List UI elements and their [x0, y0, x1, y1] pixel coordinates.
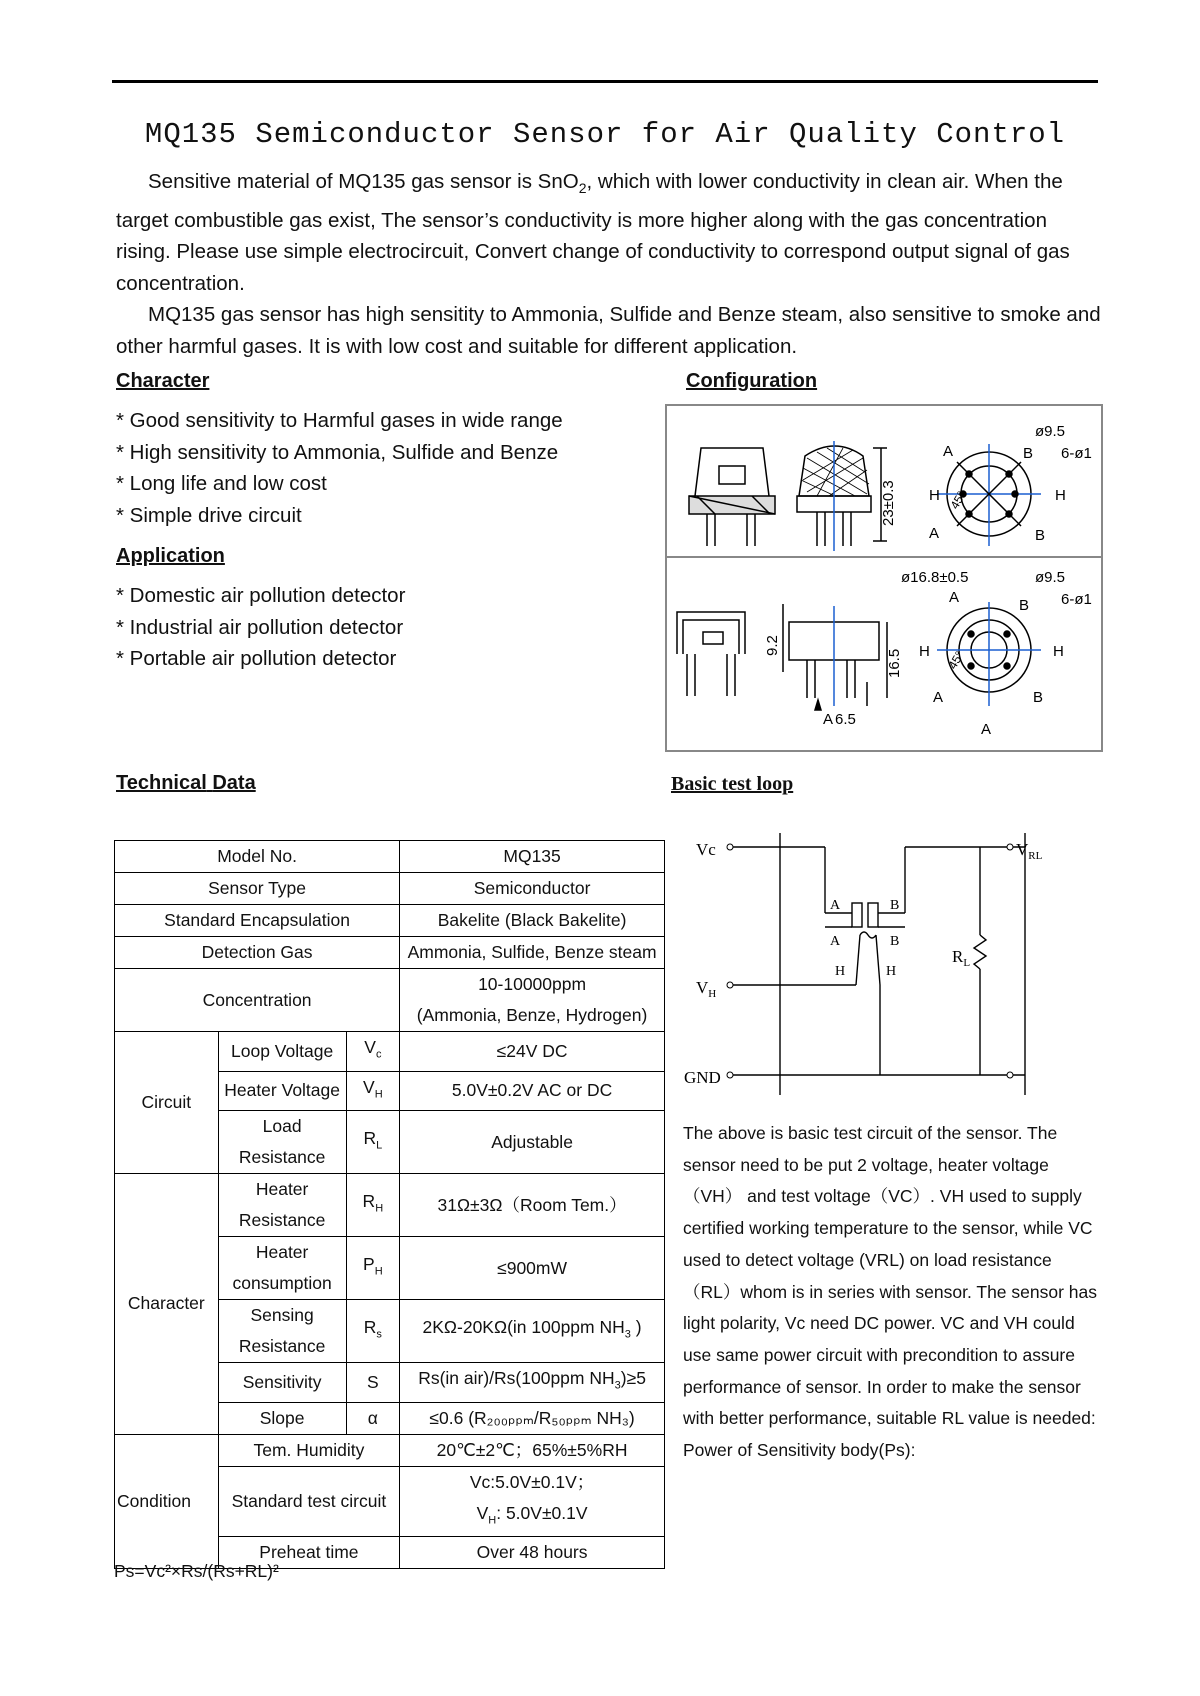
- top-rule: [112, 80, 1098, 83]
- table-row: [115, 873, 665, 905]
- test-loop-circuit: [680, 825, 1080, 1095]
- table-cell: Load Resistance: [218, 1111, 346, 1174]
- character-heading: Character: [116, 370, 210, 392]
- table-cell: Bakelite (Black Bakelite): [400, 905, 665, 937]
- vc-label: Vc: [696, 840, 716, 859]
- table-cell: 10-10000ppm (Ammonia, Benze, Hydrogen): [400, 969, 665, 1032]
- configuration-figure: [665, 404, 1103, 752]
- dim-h1-bottom: 9.2: [764, 635, 781, 656]
- table-cell: Vc:5.0V±0.1V； $V_H$: 5.0V±0.1V: [400, 1466, 665, 1537]
- table-cell: 31Ω±3Ω（Room Tem.）: [400, 1174, 665, 1237]
- list-item: * Good sensitivity to Harmful gases in wide range: [116, 409, 563, 432]
- application-heading: Application: [116, 545, 225, 567]
- intro-paragraph-2: MQ135 gas sensor has high sensitity to Ammonia, Sulfide and Benze steam, also sensitive to smoke and other harmful gases. It is with low cost and suitable for different application.: [116, 303, 1101, 358]
- table-cell: $V_c$: [346, 1032, 400, 1072]
- sensor-cutaway-top: [689, 448, 775, 546]
- pin-label-b: B: [1035, 527, 1046, 544]
- table-cell: $V_H$: [346, 1071, 400, 1111]
- table-cell: ≤0.6 (R₂₀₀ₚₚₘ/R₅₀ₚₚₘ NH₃): [400, 1402, 665, 1434]
- sensor-cutaway-bottom: [677, 612, 745, 696]
- table-row: [115, 969, 665, 1032]
- table-cell: Adjustable: [400, 1111, 665, 1174]
- basic-test-loop-heading: Basic test loop: [671, 773, 794, 795]
- table-row: [115, 937, 665, 969]
- table-cell: 5.0V±0.2V AC or DC: [400, 1071, 665, 1111]
- pin-label-h: H: [1055, 487, 1066, 504]
- list-item: * Portable air pollution detector: [116, 647, 397, 670]
- pin-label-a: A: [830, 898, 841, 913]
- pin-label-a: A: [830, 934, 841, 949]
- intro-text: [116, 166, 1102, 362]
- table-cell: S: [346, 1363, 400, 1403]
- pin-label-h: H: [835, 964, 846, 979]
- character-list: [116, 405, 563, 531]
- pin-label-a: A: [949, 589, 960, 606]
- table-cell: Preheat time: [218, 1537, 399, 1569]
- table-cell: $R_s$: [346, 1300, 400, 1363]
- pin-label-b: B: [890, 898, 900, 913]
- table-cell: $P_H$: [346, 1237, 400, 1300]
- list-item: * Domestic air pollution detector: [116, 584, 406, 607]
- table-cell: 20℃±2℃；65%±5%RH: [400, 1434, 665, 1466]
- vh-label: $V_H$: [696, 978, 717, 1000]
- rl-label: $R_L$: [952, 947, 971, 969]
- sensor-side-bottom: [783, 604, 887, 710]
- table-cell: Loop Voltage: [218, 1032, 346, 1072]
- table-cell: $R_H$: [346, 1174, 400, 1237]
- table-cell: MQ135: [400, 841, 665, 873]
- table-cell: Slope: [218, 1402, 346, 1434]
- table-cell: ≤24V DC: [400, 1032, 665, 1072]
- table-cell: Semiconductor: [400, 873, 665, 905]
- dim-diameter-top: ø9.5: [1035, 423, 1066, 440]
- dim-pins-top: 6-ø1: [1061, 445, 1092, 462]
- pin-label-a: A: [981, 721, 992, 738]
- table-cell: 2KΩ-20KΩ(in 100ppm $NH_3$ ): [400, 1300, 665, 1363]
- technical-data-table: [114, 840, 665, 1569]
- power-label: Power of Sensitivity body(Ps):: [683, 1440, 916, 1461]
- intro-paragraph-1: Sensitive material of MQ135 gas sensor is SnO$_2$, which with lower conductivity in clean air. When the target combustible gas exist, The sensor’s conductivity is more higher along with the gas concentration rising. Please use simple electrocircuit, Convert change of conductivity to correspond output signal of gas concentration.: [116, 170, 1070, 295]
- pin-label-b: B: [890, 934, 900, 949]
- document-title: MQ135 Semiconductor Sensor for Air Quality Control: [144, 118, 1066, 151]
- gnd-label: GND: [684, 1068, 721, 1087]
- test-loop-description: [683, 1118, 1103, 1467]
- table-row: [115, 1032, 665, 1072]
- list-item: * Industrial air pollution detector: [116, 615, 404, 639]
- pin-label-h: H: [919, 643, 930, 660]
- dim-diameter-bottom: ø9.5: [1035, 569, 1066, 586]
- application-list: [116, 580, 405, 675]
- table-cell: Ammonia, Sulfide, Benze steam: [400, 937, 665, 969]
- sensor-side-top: [797, 441, 887, 551]
- table-cell: Sensitivity: [218, 1363, 346, 1403]
- table-cell: Heater Resistance: [218, 1174, 346, 1237]
- power-formula: Ps=Vc²×Rs/(Rs+RL)²: [114, 1561, 279, 1581]
- table-row: [115, 1434, 665, 1466]
- table-cell: Rs(in air)/Rs(100ppm $NH_3)\ge 5$: [400, 1363, 665, 1403]
- pin-label-b: B: [1023, 445, 1034, 462]
- table-cell: Heater consumption: [218, 1237, 346, 1300]
- table-cell: Condition: [115, 1434, 219, 1569]
- pin-label-a: A: [943, 443, 954, 460]
- table-cell: Model No.: [115, 841, 400, 873]
- table-cell: $R_L$: [346, 1111, 400, 1174]
- pin-label-h: H: [1053, 643, 1064, 660]
- table-cell: Concentration: [115, 969, 400, 1032]
- pin-label-h: H: [929, 487, 940, 504]
- pin-label-a: A: [933, 689, 944, 706]
- table-cell: Detection Gas: [115, 937, 400, 969]
- table-cell: Heater Voltage: [218, 1071, 346, 1111]
- table-cell: Over 48 hours: [400, 1537, 665, 1569]
- table-row: [115, 841, 665, 873]
- dim-height-top: 23±0.3: [880, 480, 897, 526]
- pin-label-a: A: [929, 525, 940, 542]
- arrow-label-a: A: [823, 711, 834, 728]
- table-cell: ≤900mW: [400, 1237, 665, 1300]
- list-item: * High sensitivity to Ammonia, Sulfide and Benze: [116, 440, 559, 464]
- list-item: * Long life and low cost: [116, 472, 327, 495]
- dim-pins-bottom: 6-ø1: [1061, 591, 1092, 608]
- table-row: [115, 905, 665, 937]
- table-cell: Sensor Type: [115, 873, 400, 905]
- table-cell: α: [346, 1402, 400, 1434]
- dim-outer-diameter-bottom: ø16.8±0.5: [901, 569, 969, 586]
- angle-label: 45°: [947, 488, 969, 512]
- table-cell: Standard Encapsulation: [115, 905, 400, 937]
- angle-label: 45°: [945, 648, 967, 672]
- pin-label-h: H: [886, 964, 897, 979]
- dim-h2-bottom: 16.5: [886, 648, 903, 678]
- table-cell: Sensing Resistance: [218, 1300, 346, 1363]
- configuration-heading: Configuration: [686, 370, 818, 392]
- dim-pitch-bottom: 6.5: [835, 711, 856, 728]
- pin-label-b: B: [1033, 689, 1044, 706]
- table-cell: Circuit: [115, 1032, 219, 1174]
- table-cell: Standard test circuit: [218, 1466, 399, 1537]
- table-cell: Tem. Humidity: [218, 1434, 399, 1466]
- table-cell: Character: [115, 1174, 219, 1435]
- description-text: The above is basic test circuit of the sensor. The sensor need to be put 2 voltage, heater voltage（VH） and test voltage（VC）. VH used to supply certified working temperature to the sensor, while VC used to detect voltage (VRL) on load resistance （RL）whom is in series with sensor. The sensor has light polarity, Vc need DC power. VC and VH could use same power circuit with precondition to assure performance of sensor. In order to make the sensor with better performance, suitable RL value is needed:: [683, 1123, 1098, 1429]
- table-row: [115, 1174, 665, 1237]
- list-item: * Simple drive circuit: [116, 503, 302, 527]
- technical-data-heading: Technical Data: [116, 772, 256, 794]
- vrl-label: $V_{RL}$: [1016, 840, 1043, 862]
- pin-label-b: B: [1019, 597, 1030, 614]
